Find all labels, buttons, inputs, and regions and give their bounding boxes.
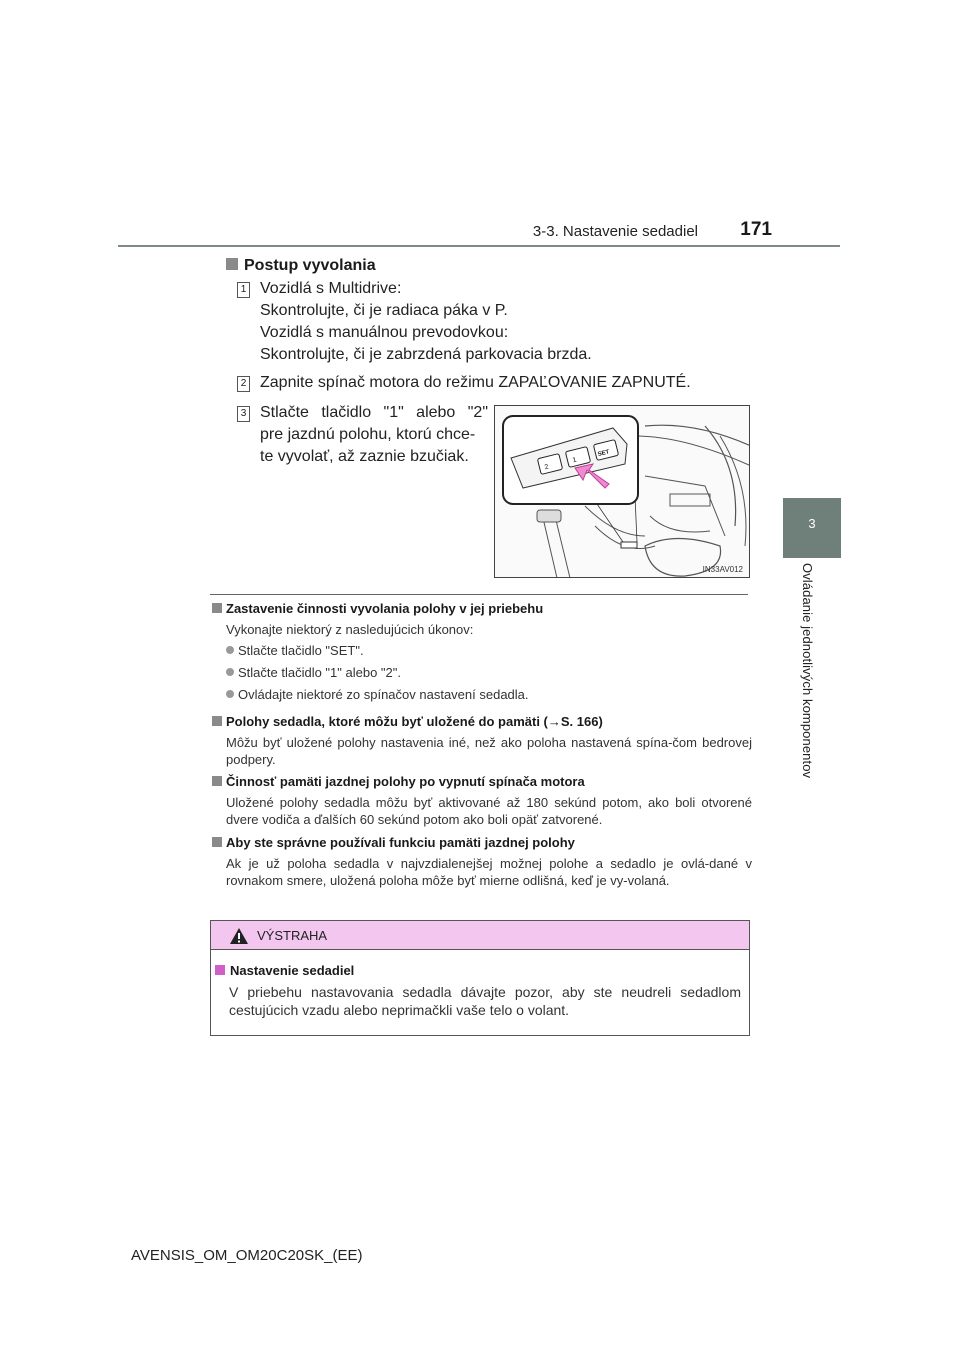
bullet-icon: [226, 668, 234, 676]
figure-code: IN33AV012: [702, 565, 743, 574]
step-number-2: 2: [237, 376, 250, 392]
procedure-title: Postup vyvolania: [226, 256, 376, 276]
door-panel-drawing: [495, 406, 750, 578]
svg-text:1: 1: [571, 456, 578, 465]
warning-text: V priebehu nastavovania sedadla dávajte pozor, aby ste neudreli sedadlom cestujúcich vzadu alebo neprimačkli vaše telo o volant.: [229, 984, 741, 1018]
step-2-text: Zapnite spínač motora do režimu ZAPAĽOVANIE ZAPNUTÉ.: [260, 374, 691, 391]
page-number: 171: [740, 219, 772, 240]
document-code: AVENSIS_OM_OM20C20SK_(EE): [131, 1247, 363, 1264]
note-stop-recall: [212, 600, 752, 704]
svg-text:2: 2: [543, 463, 550, 472]
warning-title: Nastavenie sedadiel: [215, 963, 354, 978]
warning-marker-icon: [215, 965, 225, 975]
step-3-text: Stlačte tlačidlo "1" alebo "2" pre jazdnú polohu, ktorú chce- te vyvolať, až zaznie bzučiak.: [260, 404, 488, 465]
chapter-tab: [783, 498, 841, 558]
note-body: Vykonajte niektorý z nasledujúcich úkonov:: [226, 622, 474, 637]
section-marker-icon: [226, 258, 238, 270]
note-marker-icon: [212, 603, 222, 613]
warning-header: [211, 921, 749, 950]
step-number-1: 1: [237, 282, 250, 298]
note-marker-icon: [212, 716, 222, 726]
bullet-icon: [226, 690, 234, 698]
bullet-item: Stlačte tlačidlo "SET".: [226, 642, 752, 660]
note-title: Aby ste správne používali funkciu pamäti jazdnej polohy: [212, 834, 752, 852]
note-body: Ak je už poloha sedadla v najvzdialenejšej možnej polohe a sedadlo je ovlá-dané v rovnakom smere, uložená poloha môže byť mierne odlišná, keď je vy-volaná.: [226, 856, 752, 888]
step-1-text: Vozidlá s Multidrive: Skontrolujte, či je radiaca páka v P. Vozidlá s manuálnou prevodovkou: Skontrolujte, či je zabrzdená parkovacia brzda.: [260, 280, 592, 363]
note-title: Činnosť pamäti jazdnej polohy po vypnutí spínača motora: [212, 773, 752, 791]
note-body: Môžu byť uložené polohy nastavenia iné, než ako poloha nastavená spína-čom bedrovej podpery.: [226, 735, 752, 767]
warning-triangle-icon: [229, 927, 249, 945]
set-button-label: SET: [597, 449, 611, 458]
note-memory-positions: [212, 713, 752, 768]
note-marker-icon: [212, 837, 222, 847]
note-body: Uložené polohy sedadla môžu byť aktivované až 180 sekúnd potom, ako boli otvorené dvere vodiča a ďalších 60 sekúnd potom ako boli opäť zatvorené.: [226, 795, 752, 827]
section-title: 3-3. Nastavenie sedadiel: [532, 223, 698, 240]
chapter-number: 3: [808, 516, 816, 531]
note-memory-after-off: [212, 773, 752, 828]
chapter-title: Ovládanie jednotlivých komponentov: [800, 563, 815, 779]
warning-box: [210, 920, 750, 1036]
bullet-item: Stlačte tlačidlo "1" alebo "2".: [226, 664, 752, 682]
warning-label: VÝSTRAHA: [257, 928, 328, 943]
note-title: Polohy sedadla, ktoré môžu byť uložené do pamäti (→S. 166): [212, 713, 752, 731]
bullet-item: Ovládajte niektoré zo spínačov nastavení sedadla.: [226, 686, 752, 704]
seat-memory-illustration: [494, 405, 750, 578]
bullet-icon: [226, 646, 234, 654]
section-divider: [210, 594, 748, 595]
note-title: Zastavenie činnosti vyvolania polohy v jej priebehu: [212, 600, 752, 618]
note-marker-icon: [212, 776, 222, 786]
header-rule: [118, 245, 840, 247]
note-proper-use: [212, 834, 752, 889]
step-number-3: 3: [237, 406, 250, 422]
